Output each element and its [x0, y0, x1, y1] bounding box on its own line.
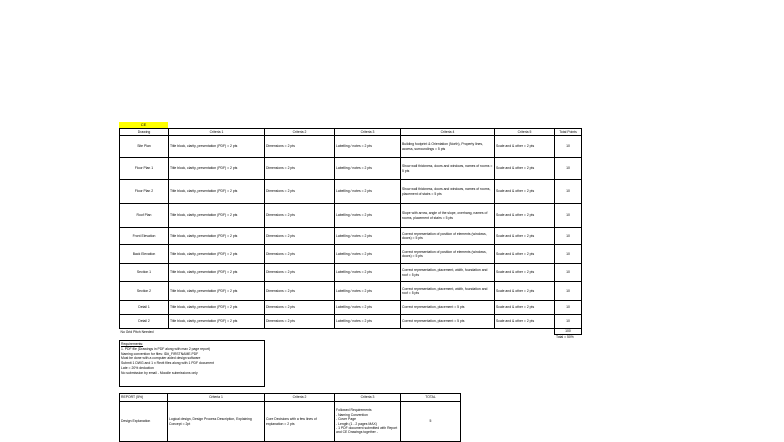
report-header-row [120, 394, 461, 402]
criteria-tag: CE [119, 122, 168, 128]
requirement-line: Submit 1 DWG and 1 x Revit files along with 1 PDF document [121, 361, 214, 366]
requirements-box [119, 340, 265, 387]
table-row [120, 301, 582, 315]
criteria-5-cell: Scale and & other = 2 pts [495, 264, 555, 282]
report-criteria-3-line: Followed Requirements [336, 408, 372, 413]
table-row [120, 158, 582, 180]
requirement-line: Must be done with a computer aided design software [121, 356, 201, 361]
report-criteria-3-line: - 1 PDF document submitted with Report and CE Drawings together - [336, 425, 398, 435]
footer-note: No Grid Pitch Needed [120, 329, 154, 334]
requirement-line: No submission by email - Moodle submissions only [121, 370, 198, 375]
total-points-cell: 10 [555, 158, 582, 180]
criteria-4-cell: Correct representation, placement = 5 pts [401, 315, 495, 329]
criteria-1-cell: Title block, clarity, presentation (PDF) = 2 pts [169, 245, 265, 264]
header-total-points: Total Points [555, 129, 582, 136]
footer-total: 100 [555, 329, 582, 335]
header-criteria-1: Criteria 1 [169, 129, 265, 136]
criteria-4-cell: Correct representation of position of elements (windows, doors) = 5 pts [401, 245, 495, 264]
criteria-3-cell: Labelling / notes = 2 pts [335, 301, 401, 315]
criteria-4-cell: Correct representation, placement, width, foundation and roof = 5 pts [401, 282, 495, 301]
criteria-3-cell: Labelling / notes = 2 pts [335, 180, 401, 204]
report-header: REPORT (5%) [120, 394, 168, 402]
criteria-2-cell: Dimensions = 2 pts [265, 245, 335, 264]
criteria-1-cell: Title block, clarity, presentation (PDF) = 2 pts [169, 180, 265, 204]
criteria-2-cell: Dimensions = 2 pts [265, 315, 335, 329]
criteria-5-cell: Scale and & other = 2 pts [495, 136, 555, 158]
header-criteria-2: Criteria 2 [265, 129, 335, 136]
table-row [120, 315, 582, 329]
criteria-4-cell: Slope with arrow, angle of the slope, overhang, names of rooms, placement of stairs = 5 pts [401, 204, 495, 228]
table-row [120, 245, 582, 264]
criteria-4-cell: Correct representation, placement, width, foundation and roof = 5 pts [401, 264, 495, 282]
footer-spacer [169, 329, 555, 335]
total-points-cell: 10 [555, 204, 582, 228]
criteria-4-cell: Correct representation, placement = 5 pts [401, 301, 495, 315]
drawing-name: Section 1 [120, 264, 169, 282]
table-footer-row [120, 329, 582, 335]
criteria-1-cell: Title block, clarity, presentation (PDF) = 2 pts [169, 315, 265, 329]
criteria-2-cell: Dimensions = 2 pts [265, 228, 335, 245]
criteria-5-cell: Scale and & other = 2 pts [495, 315, 555, 329]
drawing-name: Floor Plan 2 [120, 180, 169, 204]
table-row [120, 228, 582, 245]
criteria-3-cell: Labelling / notes = 2 pts [335, 204, 401, 228]
drawing-name: Detail 2 [120, 315, 169, 329]
criteria-4-cell: Building footprint & Orientation (North), Property lines, access, surroundings = 5 pts [401, 136, 495, 158]
report-criteria-3-line: - Length (1 - 2 pages MAX) [336, 421, 377, 426]
total-points-cell: 10 [555, 264, 582, 282]
requirements-heading: Requirements: [121, 342, 144, 346]
criteria-3-cell: Labelling / notes = 2 pts [335, 315, 401, 329]
criteria-3-cell: Labelling / notes = 2 pts [335, 245, 401, 264]
criteria-3-cell: Labelling / notes = 2 pts [335, 158, 401, 180]
criteria-2-cell: Dimensions = 2 pts [265, 282, 335, 301]
criteria-2-cell: Dimensions = 2 pts [265, 204, 335, 228]
header-drawing: Drawing [120, 129, 169, 136]
drawing-name: Roof Plan [120, 204, 169, 228]
criteria-1-cell: Title block, clarity, presentation (PDF) = 2 pts [169, 204, 265, 228]
table-row [120, 282, 582, 301]
drawing-name: Front Elevation [120, 228, 169, 245]
requirement-line: Late = 20% deduction [121, 365, 154, 370]
criteria-1-cell: Title block, clarity, presentation (PDF) = 2 pts [169, 282, 265, 301]
table-row [120, 180, 582, 204]
criteria-1-cell: Title block, clarity, presentation (PDF) = 2 pts [169, 264, 265, 282]
criteria-5-cell: Scale and & other = 2 pts [495, 282, 555, 301]
report-criteria-2-cell: Core Decisions with a few lines of explanation = 2 pts [265, 402, 335, 442]
report-criteria-3-cell [335, 402, 401, 442]
report-criteria-1-cell: Logical design, Design Process Description, Explaining Concept = 2pt [168, 402, 265, 442]
drawing-name: Floor Plan 1 [120, 158, 169, 180]
criteria-1-cell: Title block, clarity, presentation (PDF) = 2 pts [169, 136, 265, 158]
criteria-4-cell: Correct representation of position of elements (windows, doors) = 5 pts [401, 228, 495, 245]
criteria-1-cell: Title block, clarity, presentation (PDF) = 2 pts [169, 158, 265, 180]
criteria-header-row [120, 129, 582, 136]
report-criteria-3-line: - Naming Convention [336, 412, 368, 417]
requirement-line: Naming convention for files: ID#_FIRSTNAME.PDF [121, 351, 199, 356]
report-total-cell: 5 [401, 402, 461, 442]
criteria-3-cell: Labelling / notes = 2 pts [335, 136, 401, 158]
header-criteria-5: Criteria 5 [495, 129, 555, 136]
criteria-3-cell: Labelling / notes = 2 pts [335, 228, 401, 245]
report-row [120, 402, 461, 442]
criteria-4-cell: Show wall thickness, doors and windows, names of rooms = 5 pts [401, 158, 495, 180]
criteria-2-cell: Dimensions = 2 pts [265, 158, 335, 180]
drawing-name: Section 2 [120, 282, 169, 301]
header-criteria-4: Criteria 4 [401, 129, 495, 136]
criteria-1-cell: Title block, clarity, presentation (PDF) = 2 pts [169, 228, 265, 245]
criteria-1-cell: Title block, clarity, presentation (PDF) = 2 pts [169, 301, 265, 315]
report-table [119, 393, 461, 442]
table-row [120, 136, 582, 158]
header-criteria-3: Criteria 3 [335, 129, 401, 136]
criteria-3-cell: Labelling / notes = 2 pts [335, 264, 401, 282]
criteria-5-cell: Scale and & other = 2 pts [495, 301, 555, 315]
criteria-2-cell: Dimensions = 2 pts [265, 264, 335, 282]
criteria-5-cell: Scale and & other = 2 pts [495, 180, 555, 204]
drawing-name: Site Plan [120, 136, 169, 158]
total-points-cell: 10 [555, 315, 582, 329]
report-header-criteria-1: Criteria 1 [168, 394, 265, 402]
criteria-5-cell: Scale and & other = 2 pts [495, 245, 555, 264]
report-header-criteria-3: Criteria 3 [335, 394, 401, 402]
criteria-2-cell: Dimensions = 2 pts [265, 180, 335, 204]
report-header-criteria-2: Criteria 2 [265, 394, 335, 402]
criteria-5-cell: Scale and & other = 2 pts [495, 204, 555, 228]
criteria-5-cell: Scale and & other = 2 pts [495, 158, 555, 180]
criteria-4-cell: Show wall thickness, doors and windows, names of rooms, placement of stairs = 5 pts [401, 180, 495, 204]
requirement-line: 1. PDF file (Drawings in PDF along with max 2 page report) [121, 346, 211, 351]
report-criteria-3-line: - Cover Page [336, 417, 356, 422]
drawing-name: Detail 1 [120, 301, 169, 315]
criteria-2-cell: Dimensions = 2 pts [265, 301, 335, 315]
table-row [120, 204, 582, 228]
criteria-3-cell: Labelling / notes = 2 pts [335, 282, 401, 301]
report-row-label: Design Explanation [120, 402, 168, 442]
table-row [120, 264, 582, 282]
total-points-cell: 10 [555, 136, 582, 158]
total-points-cell: 10 [555, 228, 582, 245]
total-percent-note: Total = 50% [556, 335, 574, 339]
total-points-cell: 10 [555, 180, 582, 204]
total-points-cell: 10 [555, 301, 582, 315]
criteria-table [119, 128, 582, 335]
criteria-2-cell: Dimensions = 2 pts [265, 136, 335, 158]
drawing-name: Back Elevation [120, 245, 169, 264]
report-header-total: TOTAL [401, 394, 461, 402]
total-points-cell: 10 [555, 282, 582, 301]
criteria-5-cell: Scale and & other = 2 pts [495, 228, 555, 245]
total-points-cell: 10 [555, 245, 582, 264]
